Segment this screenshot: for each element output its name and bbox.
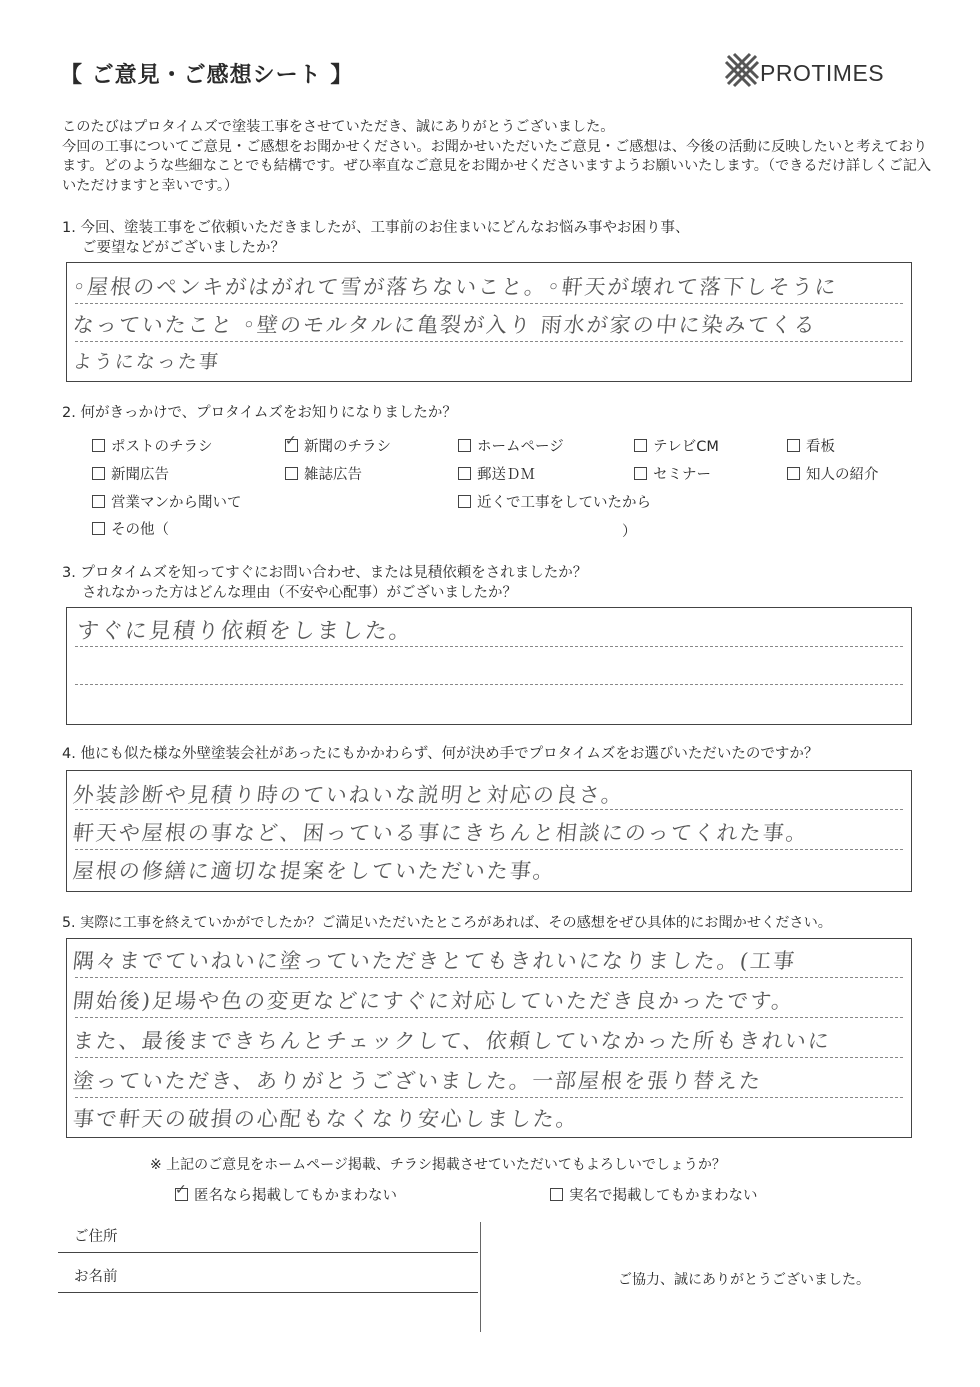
checkbox[interactable] [787, 439, 800, 452]
consent-note: ※ 上記のご意見をホームページ掲載、チラシ掲載させていただいてもよろしいでしょうか？ [150, 1157, 726, 1173]
option-friend-referral[interactable]: 知人の紹介 [787, 463, 879, 484]
q1-answer-line: なっていたこと ◦壁のモルタルに亀裂が入り 雨水が家の中に染みてくる [71, 313, 819, 337]
q5-answer-line: 事で軒天の破損の心配もなくなり安心しました。 [71, 1107, 581, 1131]
divider [480, 1222, 481, 1332]
name-line[interactable] [58, 1292, 478, 1293]
checkbox[interactable] [92, 522, 105, 535]
consent-real-name[interactable]: 実名で掲載してもかまわない [550, 1184, 758, 1205]
q5-answer-line: 隅々までていねいに塗っていただきとてもきれいになりました。(工事 [71, 949, 798, 973]
address-label: ご住所 [74, 1229, 118, 1245]
logo-text: PROTIMES [760, 60, 885, 86]
q4-answer-line: 外装診断や見積り時のていねいな説明と対応の良さ。 [71, 783, 626, 807]
option-seminar[interactable]: セミナー [634, 463, 711, 484]
address-line[interactable] [58, 1252, 478, 1253]
checkbox[interactable] [634, 467, 647, 480]
q4-answer-box[interactable] [66, 770, 912, 892]
q1-answer-line: ◦屋根のペンキがはがれて雪が落ちないこと。◦軒天が壊れて落下しそうに [71, 275, 839, 299]
q4-answer-line: 軒天や屋根の事など、困っている事にきちんと相談にのってくれた事。 [71, 821, 810, 845]
q4-answer-line: 屋根の修繕に適切な提案をしていただいた事。 [71, 859, 558, 883]
checkbox[interactable] [92, 439, 105, 452]
q3-answer-line: すぐに見積り依頼をしました。 [75, 619, 415, 644]
option-mail-dm[interactable]: 郵送ＤＭ [458, 463, 535, 484]
checkbox[interactable] [550, 1188, 563, 1201]
q3-label: 3. プロタイムズを知ってすぐにお問い合わせ、または見積依頼をされましたか？ [62, 565, 588, 581]
option-newspaper-ad[interactable]: 新聞広告 [92, 463, 169, 484]
q5-answer-line: 開始後)足場や色の変更などにすぐに対応していただき良かったです。 [71, 989, 796, 1013]
option-other[interactable]: その他（ [92, 518, 169, 539]
q1-answer-line: ようになった事 [71, 351, 222, 373]
q3-label-2: されなかった方はどんな理由（不安や心配事）がございましたか？ [82, 585, 517, 601]
thanks-text: ご協力、誠にありがとうございました。 [618, 1272, 870, 1288]
q1-label-2: ご要望などがございましたか？ [82, 240, 285, 256]
q1-answer-box[interactable] [66, 262, 912, 382]
option-homepage[interactable]: ホームページ [458, 435, 564, 456]
protimes-logo-icon [722, 50, 762, 90]
checkbox[interactable] [458, 467, 471, 480]
option-magazine-ad[interactable]: 雑誌広告 [285, 463, 362, 484]
q3-answer-box[interactable] [66, 607, 912, 725]
option-post-flyer[interactable]: ポストのチラシ [92, 435, 213, 456]
checkbox[interactable] [634, 439, 647, 452]
page-title: 【 ご意見・ご感想シート 】 [60, 63, 354, 88]
option-tv-cm[interactable]: テレビCM [634, 435, 719, 456]
checkbox-checked[interactable] [285, 439, 298, 452]
option-signboard[interactable]: 看板 [787, 435, 835, 456]
checkbox[interactable] [285, 467, 298, 480]
consent-anonymous[interactable]: ✓匿名なら掲載してもかまわない [175, 1184, 397, 1205]
option-newspaper-flyer[interactable]: ✓ 新聞のチラシ [285, 435, 391, 456]
q5-label: 5. 実際に工事を終えていかがでしたか？ご満足いただいたところがあれば、その感想をぜひ具体的にお聞かせください。 [62, 915, 832, 931]
checkbox[interactable] [458, 439, 471, 452]
checkbox[interactable] [92, 495, 105, 508]
intro-text: このたびはプロタイムズで塗装工事をさせていただき、誠にありがとうございました。 今回の工事についてご意見・ご感想をお聞かせください。お聞かせいただいたご意見・ご感想は、今後の活動に反映したいと考えております。どのような些細なことでも結構です。ぜひ率直なご意見をお聞かせくださいますようお願いいたします。（できるだけ詳しくご記入いただけますと幸いです。） [62, 119, 932, 194]
q5-answer-line: また、最後まできちんとチェックして、依頼していなかった所もきれいに [71, 1029, 833, 1053]
checkbox[interactable] [92, 467, 105, 480]
q5-answer-line: 塗っていただき、ありがとうございました。一部屋根を張り替えた [71, 1069, 764, 1093]
name-label: お名前 [74, 1269, 118, 1285]
checkbox[interactable] [787, 467, 800, 480]
option-salesman[interactable]: 営業マンから聞いて [92, 491, 242, 512]
option-nearby-construction[interactable]: 近くで工事をしていたから [458, 491, 651, 512]
q5-answer-box[interactable] [66, 938, 912, 1138]
q1-label: 1. 今回、塗装工事をご依頼いただきましたが、工事前のお住まいにどんなお悩み事やお困り事、 [62, 220, 690, 236]
checkbox-checked[interactable] [175, 1188, 188, 1201]
checkbox[interactable] [458, 495, 471, 508]
q4-label: 4. 他にも似た様な外壁塗装会社があったにもかかわらず、何が決め手でプロタイムズをお選びいただいたのですか？ [62, 746, 819, 762]
q2-label: 2. 何がきっかけで、プロタイムズをお知りになりましたか？ [62, 405, 457, 421]
other-close-paren: ） [622, 524, 637, 540]
